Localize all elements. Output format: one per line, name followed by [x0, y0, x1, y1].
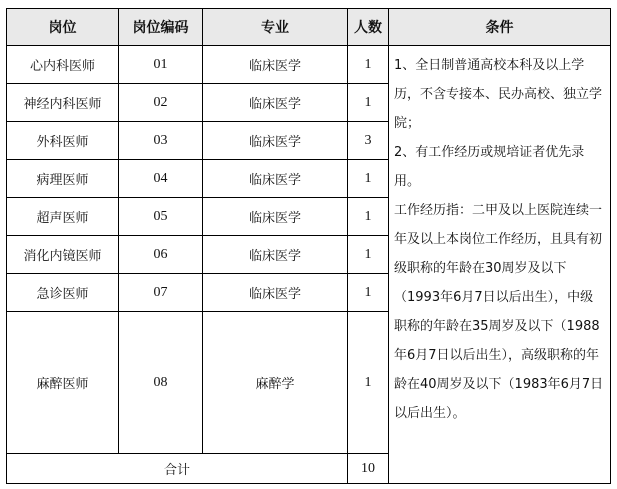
- major-cell: 麻醉学: [203, 312, 348, 454]
- header-major: 专业: [203, 9, 348, 46]
- count-cell: 1: [348, 198, 389, 236]
- position-cell: 外科医师: [7, 122, 119, 160]
- header-row: [7, 9, 611, 46]
- code-cell: 05: [119, 198, 203, 236]
- header-code: 岗位编码: [119, 9, 203, 46]
- condition-item-2: 2、有工作经历或规培证者优先录用。: [394, 145, 585, 189]
- code-cell: 01: [119, 46, 203, 84]
- recruitment-table: [6, 8, 611, 484]
- code-cell: 04: [119, 160, 203, 198]
- code-cell: 03: [119, 122, 203, 160]
- count-cell: 1: [348, 274, 389, 312]
- code-cell: 02: [119, 84, 203, 122]
- header-count: 人数: [348, 9, 389, 46]
- major-cell: 临床医学: [203, 84, 348, 122]
- major-cell: 临床医学: [203, 274, 348, 312]
- header-position: 岗位: [7, 9, 119, 46]
- total-count: 10: [348, 454, 389, 484]
- code-cell: 08: [119, 312, 203, 454]
- position-cell: 消化内镜医师: [7, 236, 119, 274]
- major-cell: 临床医学: [203, 46, 348, 84]
- position-cell: 心内科医师: [7, 46, 119, 84]
- major-cell: 临床医学: [203, 122, 348, 160]
- header-conditions: 条件: [389, 9, 611, 46]
- condition-item-1: 1、全日制普通高校本科及以上学历，不含专接本、民办高校、独立学院；: [394, 58, 603, 131]
- position-cell: 急诊医师: [7, 274, 119, 312]
- count-cell: 1: [348, 84, 389, 122]
- total-label: 合计: [7, 454, 348, 484]
- count-cell: 1: [348, 236, 389, 274]
- code-cell: 07: [119, 274, 203, 312]
- condition-item-3: 工作经历指：二甲及以上医院连续一年及以上本岗位工作经历，且具有初级职称的年龄在30周岁及以下（1993年6月7日以后出生），中级职称的年龄在35周岁及以下（1988年6月7日以后出生），高级职称的年龄在40周岁及以下（1983年6月7日以后出生）。: [394, 203, 604, 421]
- count-cell: 3: [348, 122, 389, 160]
- major-cell: 临床医学: [203, 198, 348, 236]
- count-cell: 1: [348, 160, 389, 198]
- position-cell: 神经内科医师: [7, 84, 119, 122]
- table-row: [7, 46, 611, 84]
- major-cell: 临床医学: [203, 160, 348, 198]
- major-cell: 临床医学: [203, 236, 348, 274]
- position-cell: 麻醉医师: [7, 312, 119, 454]
- position-cell: 超声医师: [7, 198, 119, 236]
- count-cell: 1: [348, 46, 389, 84]
- position-cell: 病理医师: [7, 160, 119, 198]
- conditions-cell: [389, 46, 611, 484]
- code-cell: 06: [119, 236, 203, 274]
- count-cell: 1: [348, 312, 389, 454]
